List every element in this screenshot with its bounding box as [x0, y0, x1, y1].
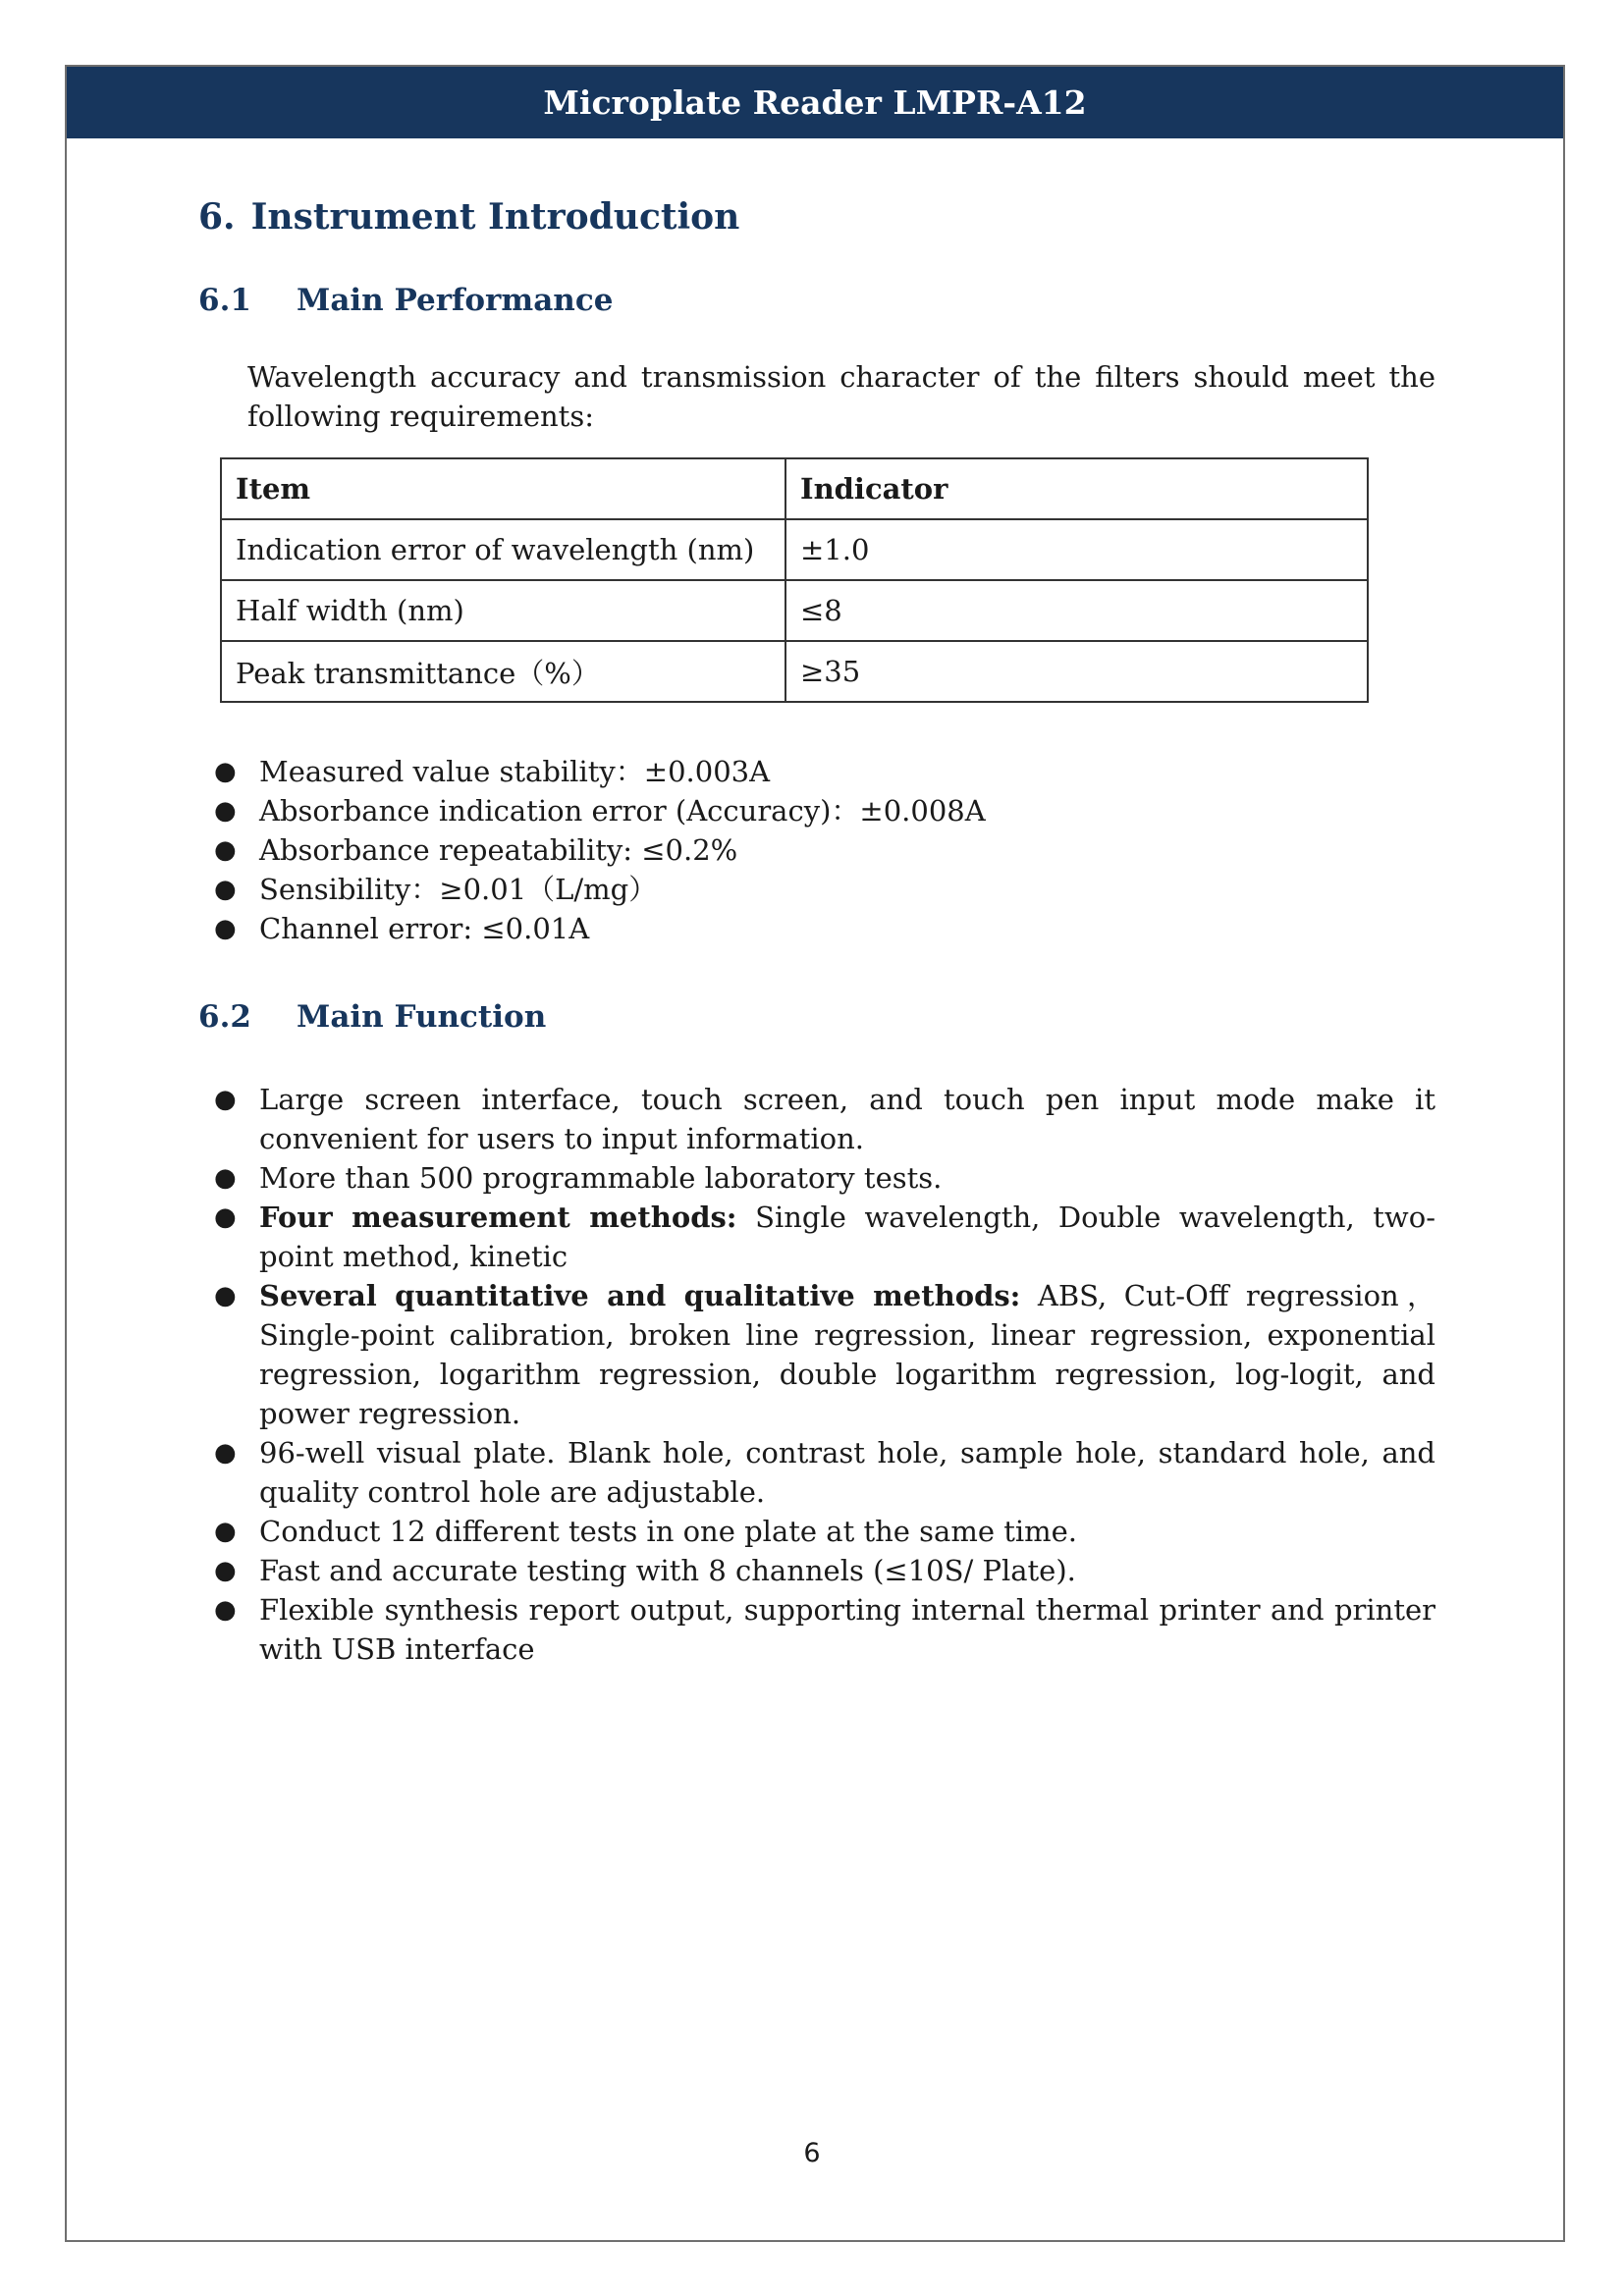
- section-6-2-heading: [198, 999, 546, 1035]
- bullet-dot-icon: ●: [214, 1163, 237, 1193]
- function-bullet-list: [206, 1080, 1435, 1669]
- list-item: ● Fast and accurate testing with 8 channels (≤10S/ Plate).: [206, 1551, 1435, 1590]
- bullet-dot-icon: ●: [214, 1281, 237, 1310]
- table-cell-item: Indication error of wavelength (nm): [221, 519, 785, 580]
- section-6-title: Instrument Introduction: [250, 196, 740, 238]
- performance-bullet-list: [206, 752, 1435, 948]
- list-item: ● Sensibility：≥0.01（L/mg）: [206, 870, 1435, 909]
- list-item: ● 96-well visual plate. Blank hole, contrast hole, sample hole, standard hole, and quality control hole are adjustable.: [206, 1433, 1435, 1512]
- list-item: ● More than 500 programmable laboratory tests.: [206, 1158, 1435, 1198]
- table-row: [221, 580, 1368, 641]
- list-item: ● Conduct 12 different tests in one plate at the same time.: [206, 1512, 1435, 1551]
- section-6-1-title: Main Performance: [297, 283, 614, 318]
- table-header-indicator: Indicator: [785, 458, 1368, 519]
- table-cell-item: Half width (nm): [221, 580, 785, 641]
- document-header: [67, 67, 1563, 138]
- bullet-dot-icon: ●: [214, 796, 237, 826]
- bullet-dot-icon: ●: [214, 875, 237, 904]
- bullet-dot-icon: ●: [214, 1595, 237, 1625]
- table-cell-item: Peak transmittance（%）: [221, 641, 785, 702]
- bullet-dot-icon: ●: [214, 1085, 237, 1114]
- section-6-heading: [198, 196, 739, 238]
- list-item: ● Absorbance indication error (Accuracy)：±0.008A: [206, 791, 1435, 830]
- page-number: 6: [803, 2138, 821, 2168]
- bullet-dot-icon: ●: [214, 1202, 237, 1232]
- table-header-item: Item: [221, 458, 785, 519]
- filter-spec-table: [220, 457, 1369, 703]
- bullet-dot-icon: ●: [214, 835, 237, 865]
- list-item: ● Absorbance repeatability: ≤0.2%: [206, 830, 1435, 870]
- list-item: ● Channel error: ≤0.01A: [206, 909, 1435, 948]
- table-header-row: [221, 458, 1368, 519]
- list-item: ● Large screen interface, touch screen, and touch pen input mode make it convenient for users to input information.: [206, 1080, 1435, 1158]
- bullet-dot-icon: ●: [214, 1517, 237, 1546]
- header-title: Microplate Reader LMPR-A12: [543, 83, 1087, 122]
- table-cell-indicator: ≥35: [785, 641, 1368, 702]
- section-6-2-number: 6.2: [198, 999, 251, 1035]
- bullet-dot-icon: ●: [214, 757, 237, 786]
- section-6-1-number: 6.1: [198, 283, 251, 318]
- list-item: ● Several quantitative and qualitative methods: ABS, Cut-Off regression，Single-point calibration, broken line regression, linear regression, exponential regression, logarithm regression, double logarithm regression, log-logit, and power regression.: [206, 1276, 1435, 1433]
- table-row: [221, 519, 1368, 580]
- bullet-dot-icon: ●: [214, 1438, 237, 1468]
- section-6-1-heading: [198, 283, 613, 318]
- bullet-dot-icon: ●: [214, 914, 237, 943]
- table-cell-indicator: ±1.0: [785, 519, 1368, 580]
- list-item: ● Flexible synthesis report output, supporting internal thermal printer and printer with USB interface: [206, 1590, 1435, 1669]
- performance-intro: Wavelength accuracy and transmission character of the filters should meet the following requirements:: [247, 360, 1435, 433]
- table-row: [221, 641, 1368, 702]
- table-cell-indicator: ≤8: [785, 580, 1368, 641]
- list-item: ● Measured value stability：±0.003A: [206, 752, 1435, 791]
- section-6-2-title: Main Function: [297, 999, 547, 1035]
- list-item: ● Four measurement methods: Single wavelength, Double wavelength, two-point method, kinetic: [206, 1198, 1435, 1276]
- section-6-number: 6.: [198, 196, 236, 238]
- bullet-dot-icon: ●: [214, 1556, 237, 1585]
